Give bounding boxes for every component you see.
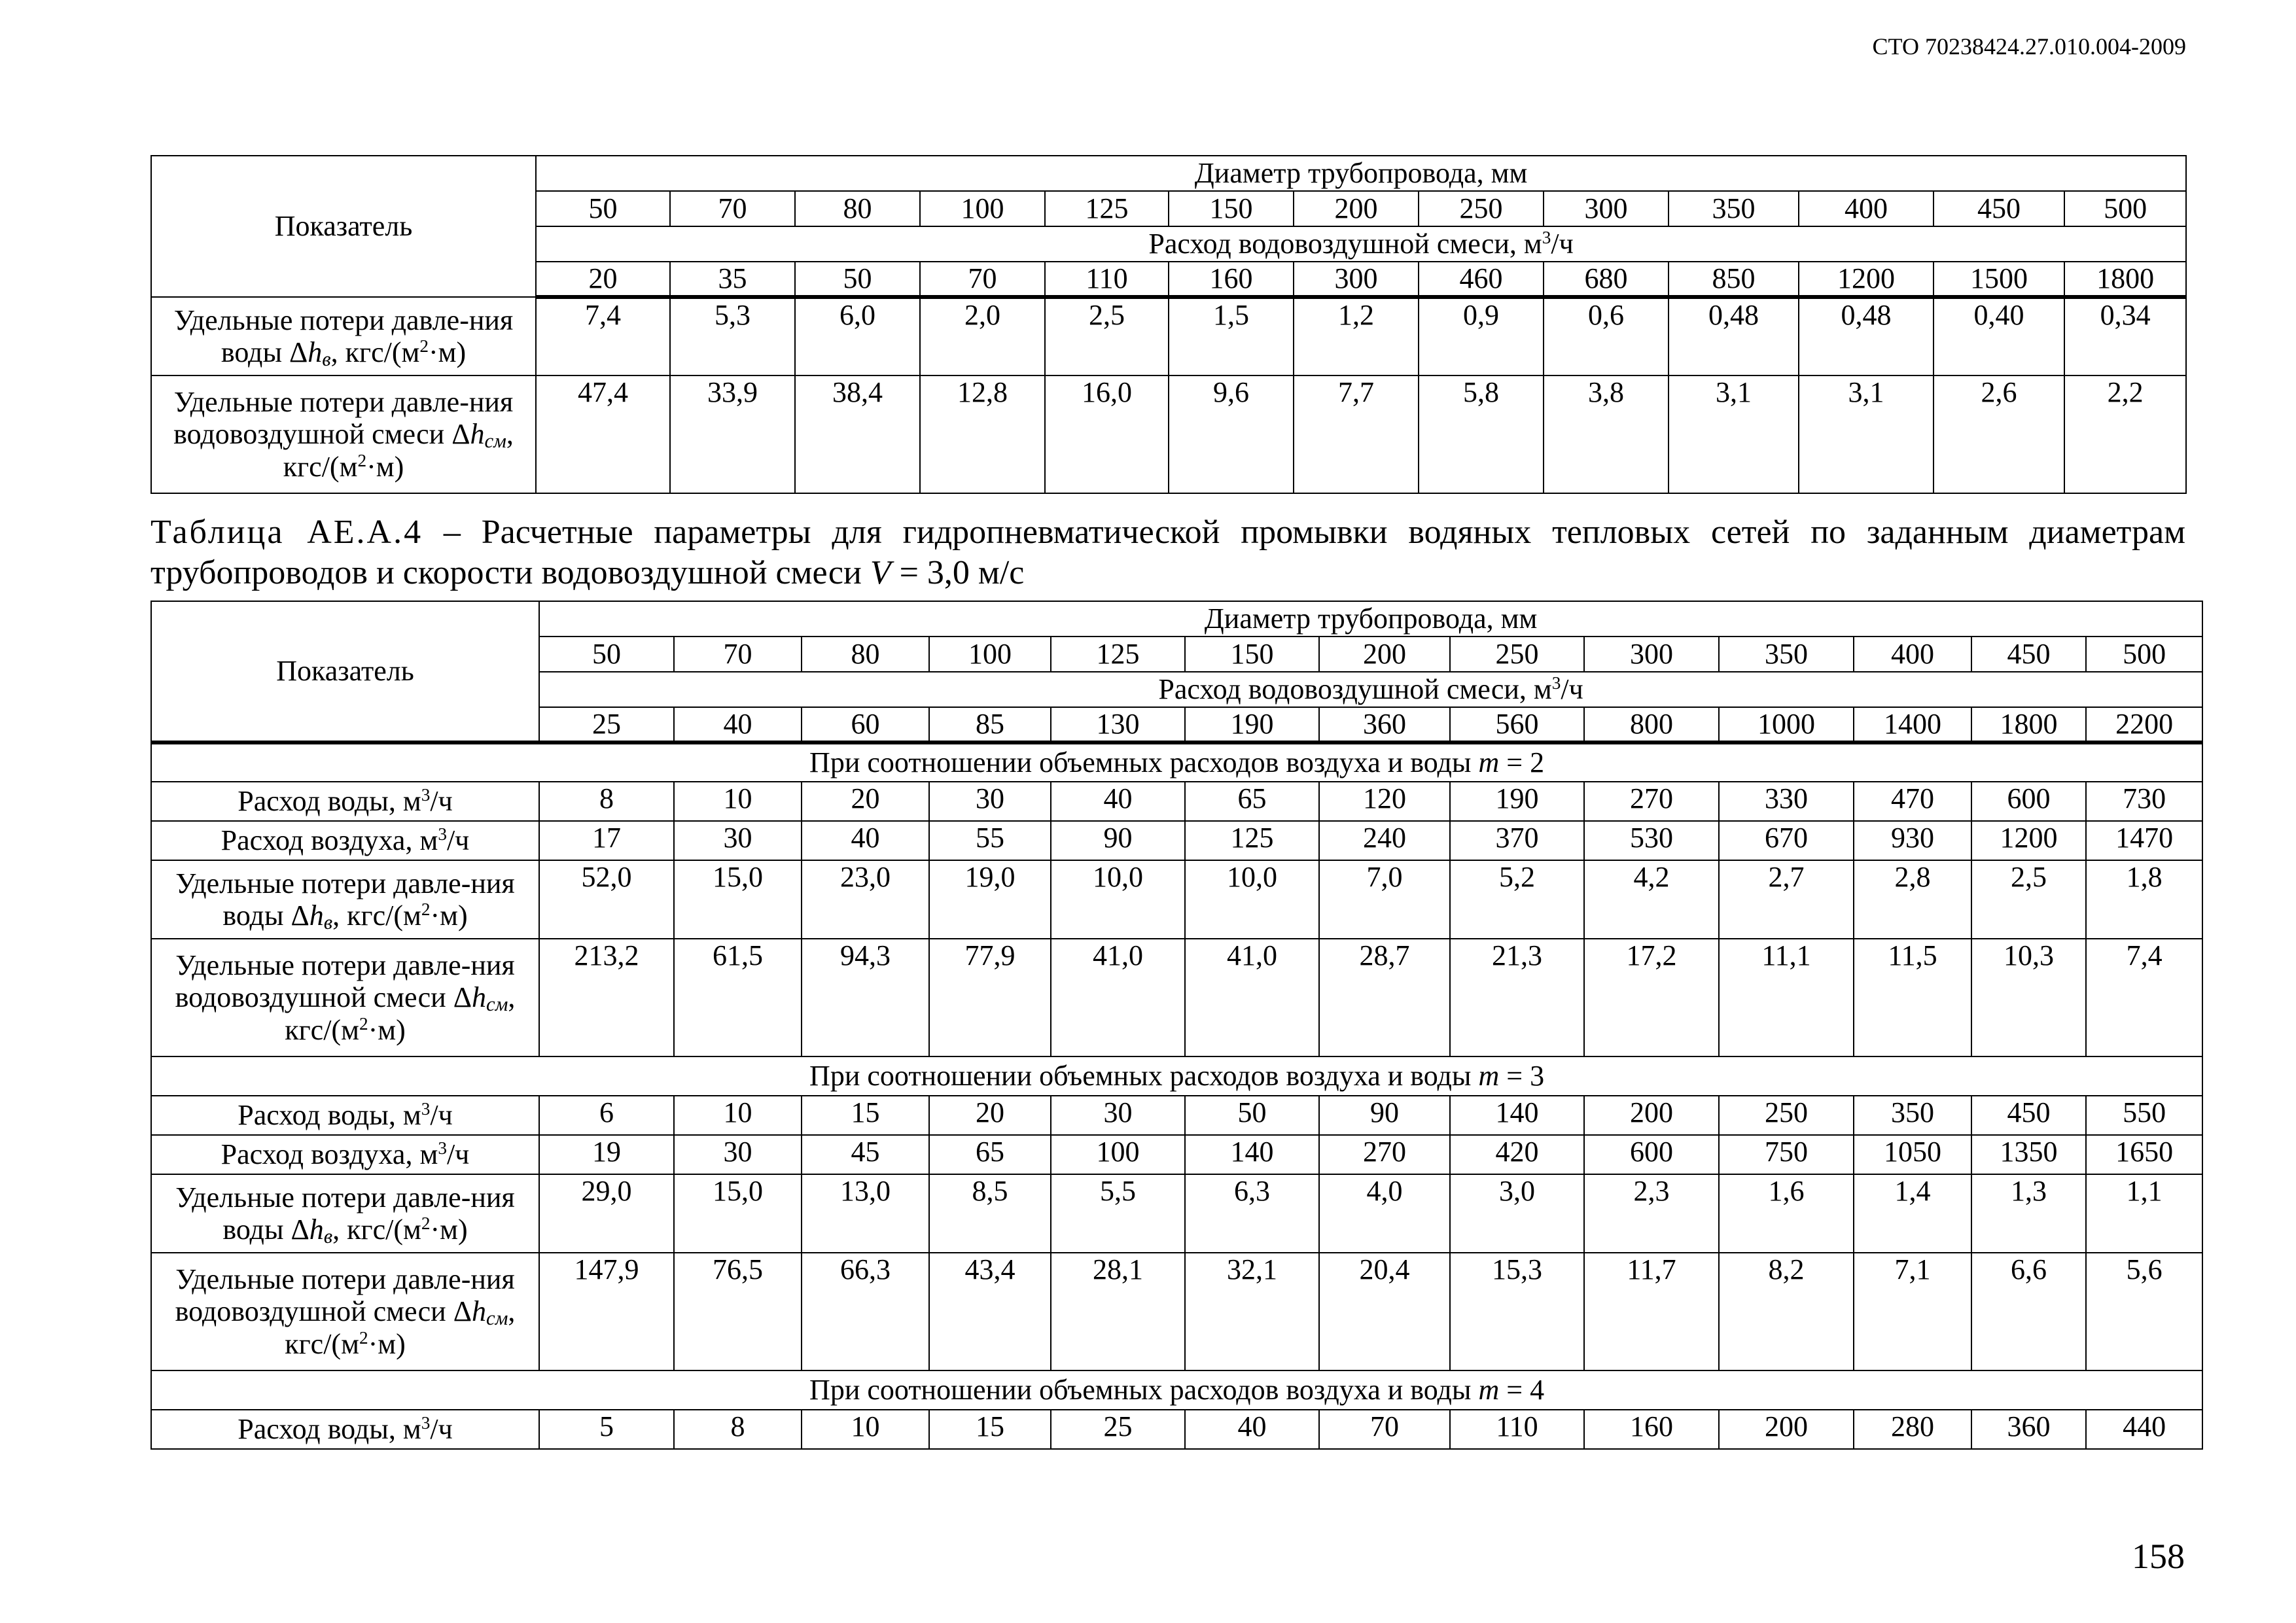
value-cell: 13,0 [802,1174,929,1253]
value-cell: 15 [929,1410,1051,1449]
value-cell: 1470 [2086,821,2202,860]
table-row [151,1096,2202,1135]
value-cell: 147,9 [539,1253,674,1370]
value-cell: 330 [1719,782,1854,821]
value-cell: 5,3 [670,297,795,375]
value-cell: 15,0 [674,860,802,939]
flow-value: 800 [1584,707,1719,742]
diameter-value: 300 [1544,191,1669,226]
flow-value: 70 [920,262,1045,297]
section-row [151,1056,2202,1096]
value-cell: 10 [674,1096,802,1135]
value-cell: 10 [802,1410,929,1449]
diameter-value: 200 [1294,191,1419,226]
value-cell: 470 [1854,782,1971,821]
value-cell: 200 [1584,1096,1719,1135]
value-cell: 530 [1584,821,1719,860]
value-cell: 110 [1450,1410,1584,1449]
flow-value: 460 [1419,262,1544,297]
value-cell: 7,4 [536,297,670,375]
value-cell: 77,9 [929,939,1051,1056]
value-cell: 90 [1051,821,1185,860]
row-label: Расход воды, $м^3/ч$ [151,782,539,821]
flow-value: 1000 [1719,707,1854,742]
table-row [151,1410,2202,1449]
flow-value: 50 [795,262,920,297]
diameter-value: 80 [795,191,920,226]
value-cell: 3,1 [1799,375,1934,493]
value-cell: 10,0 [1051,860,1185,939]
diameter-value: 300 [1584,637,1719,672]
value-cell: 32,1 [1185,1253,1319,1370]
value-cell: 4,0 [1319,1174,1450,1253]
header-row [151,601,2202,637]
value-cell: 41,0 [1185,939,1319,1056]
flow-header: Расход водовоздушной смеси, $м^3/ч$ [536,226,2186,262]
table-row [151,939,2202,1056]
value-cell: 8 [539,782,674,821]
value-cell: 6,0 [795,297,920,375]
value-cell: 2,7 [1719,860,1854,939]
flow-value: 1800 [1971,707,2086,742]
value-cell: 1650 [2086,1135,2202,1174]
value-cell: 30 [1051,1096,1185,1135]
value-cell: 70 [1319,1410,1450,1449]
value-cell: 8,2 [1719,1253,1854,1370]
header-row [151,156,2186,191]
value-cell: 8 [674,1410,802,1449]
value-cell: 19,0 [929,860,1051,939]
value-cell: 41,0 [1051,939,1185,1056]
flow-value: 1800 [2064,262,2186,297]
section-title: При соотношении объемных расходов воздуха и воды m = 4 [151,1370,2202,1410]
value-cell: 28,7 [1319,939,1450,1056]
section-row [151,742,2202,782]
row-label: Расход воды, $м^3/ч$ [151,1096,539,1135]
table-caption [150,512,2185,594]
value-cell: 240 [1319,821,1450,860]
value-cell: 5,6 [2086,1253,2202,1370]
flow-value: 1200 [1799,262,1934,297]
value-cell: 16,0 [1045,375,1169,493]
value-cell: 17,2 [1584,939,1719,1056]
value-cell: 1200 [1971,821,2086,860]
diameter-value: 70 [674,637,802,672]
flow-header: Расход водовоздушной смеси, $м^3/ч$ [539,672,2202,707]
value-cell: 250 [1719,1096,1854,1135]
value-cell: 90 [1319,1096,1450,1135]
row-label: Удельные потери давле-ния воды $\Delta h_в$, кгс/$(м^2\cdot м)$ [151,297,536,375]
value-cell: 350 [1854,1096,1971,1135]
section-title: При соотношении объемных расходов воздуха и воды m = 3 [151,1056,2202,1096]
value-cell: 40 [1185,1410,1319,1449]
table-row [151,1174,2202,1253]
value-cell: 190 [1450,782,1584,821]
value-cell: 2,8 [1854,860,1971,939]
value-cell: 20,4 [1319,1253,1450,1370]
value-cell: 2,5 [1045,297,1169,375]
value-cell: 1,1 [2086,1174,2202,1253]
value-cell: 7,0 [1319,860,1450,939]
flow-value: 850 [1669,262,1799,297]
diameter-value: 500 [2064,191,2186,226]
caption-text: – Расчетные параметры для гидропневматической промывки водяных тепловых сетей по заданным диаметрам трубопроводов и скорости водовоздушной смеси V = 3,0 м/с [150,514,2185,592]
flow-value: 60 [802,707,929,742]
value-cell: 730 [2086,782,2202,821]
flow-value: 25 [539,707,674,742]
table-row [151,1253,2202,1370]
value-cell: 11,1 [1719,939,1854,1056]
value-cell: 5,5 [1051,1174,1185,1253]
diameter-value: 125 [1045,191,1169,226]
value-cell: 3,8 [1544,375,1669,493]
value-cell: 5,2 [1450,860,1584,939]
value-cell: 280 [1854,1410,1971,1449]
value-cell: 1,2 [1294,297,1419,375]
table-row [151,1135,2202,1174]
value-cell: 450 [1971,1096,2086,1135]
value-cell: 100 [1051,1135,1185,1174]
value-cell: 1,3 [1971,1174,2086,1253]
value-cell: 52,0 [539,860,674,939]
diameter-value: 50 [539,637,674,672]
row-label: Удельные потери давле-ния водовоздушной смеси $\Delta h_{см}$, кгс/$(м^2\cdot м)$ [151,939,539,1056]
value-cell: 0,48 [1799,297,1934,375]
value-cell: 1,6 [1719,1174,1854,1253]
value-cell: 930 [1854,821,1971,860]
value-cell: 213,2 [539,939,674,1056]
hydraulic-table-continued [150,155,2187,494]
row-label: Удельные потери давле-ния воды $\Delta h_в$, кгс/$(м^2\cdot м)$ [151,860,539,939]
value-cell: 4,2 [1584,860,1719,939]
diameter-value: 125 [1051,637,1185,672]
diameter-value: 400 [1799,191,1934,226]
value-cell: 420 [1450,1135,1584,1174]
value-cell: 30 [674,1135,802,1174]
section-title: При соотношении объемных расходов воздуха и воды m = 2 [151,742,2202,782]
value-cell: 370 [1450,821,1584,860]
value-cell: 23,0 [802,860,929,939]
value-cell: 29,0 [539,1174,674,1253]
diameter-value: 350 [1719,637,1854,672]
flow-value: 560 [1450,707,1584,742]
flow-value: 20 [536,262,670,297]
value-cell: 38,4 [795,375,920,493]
value-cell: 9,6 [1169,375,1294,493]
value-cell: 40 [1051,782,1185,821]
value-cell: 30 [929,782,1051,821]
value-cell: 2,6 [1934,375,2064,493]
indicator-header: Показатель [151,601,539,742]
value-cell: 65 [1185,782,1319,821]
value-cell: 2,5 [1971,860,2086,939]
value-cell: 10 [674,782,802,821]
value-cell: 3,1 [1669,375,1799,493]
flow-value: 190 [1185,707,1319,742]
value-cell: 1,4 [1854,1174,1971,1253]
value-cell: 140 [1185,1135,1319,1174]
row-label: Расход воздуха, $м^3/ч$ [151,821,539,860]
value-cell: 30 [674,821,802,860]
flow-value: 110 [1045,262,1169,297]
value-cell: 50 [1185,1096,1319,1135]
section-row [151,1370,2202,1410]
value-cell: 19 [539,1135,674,1174]
value-cell: 5,8 [1419,375,1544,493]
diameter-value: 80 [802,637,929,672]
diameter-value: 50 [536,191,670,226]
flow-value: 1400 [1854,707,1971,742]
value-cell: 7,1 [1854,1253,1971,1370]
diameter-value: 100 [920,191,1045,226]
value-cell: 10,3 [1971,939,2086,1056]
flow-value: 160 [1169,262,1294,297]
value-cell: 47,4 [536,375,670,493]
document-code: СТО 70238424.27.010.004-2009 [1872,33,2186,60]
value-cell: 15,0 [674,1174,802,1253]
value-cell: 0,40 [1934,297,2064,375]
value-cell: 0,34 [2064,297,2186,375]
value-cell: 2,0 [920,297,1045,375]
value-cell: 3,0 [1450,1174,1584,1253]
diameter-value: 100 [929,637,1051,672]
value-cell: 21,3 [1450,939,1584,1056]
flow-value: 130 [1051,707,1185,742]
value-cell: 7,4 [2086,939,2202,1056]
value-cell: 0,6 [1544,297,1669,375]
value-cell: 0,9 [1419,297,1544,375]
diameter-value: 450 [1934,191,2064,226]
flow-value: 680 [1544,262,1669,297]
value-cell: 270 [1319,1135,1450,1174]
value-cell: 8,5 [929,1174,1051,1253]
value-cell: 550 [2086,1096,2202,1135]
row-label: Расход воды, $м^3/ч$ [151,1410,539,1449]
table-row [151,821,2202,860]
value-cell: 43,4 [929,1253,1051,1370]
indicator-header: Показатель [151,156,536,297]
diameter-value: 350 [1669,191,1799,226]
value-cell: 40 [802,821,929,860]
diameter-header: Диаметр трубопровода, мм [536,156,2186,191]
diameter-value: 150 [1169,191,1294,226]
page-number: 158 [2132,1537,2185,1576]
value-cell: 55 [929,821,1051,860]
diameter-value: 250 [1450,637,1584,672]
value-cell: 11,7 [1584,1253,1719,1370]
value-cell: 11,5 [1854,939,1971,1056]
value-cell: 1350 [1971,1135,2086,1174]
value-cell: 20 [802,782,929,821]
value-cell: 6,6 [1971,1253,2086,1370]
value-cell: 7,7 [1294,375,1419,493]
value-cell: 0,48 [1669,297,1799,375]
value-cell: 750 [1719,1135,1854,1174]
diameter-value: 250 [1419,191,1544,226]
value-cell: 140 [1450,1096,1584,1135]
value-cell: 600 [1584,1135,1719,1174]
table-row [151,375,2186,493]
flow-value: 40 [674,707,802,742]
value-cell: 5 [539,1410,674,1449]
value-cell: 6,3 [1185,1174,1319,1253]
table-row [151,297,2186,375]
value-cell: 600 [1971,782,2086,821]
flow-value: 360 [1319,707,1450,742]
value-cell: 12,8 [920,375,1045,493]
table-row [151,782,2202,821]
diameter-value: 500 [2086,637,2202,672]
diameter-value: 150 [1185,637,1319,672]
row-label: Удельные потери давле-ния воды $\Delta h_в$, кгс/$(м^2\cdot м)$ [151,1174,539,1253]
value-cell: 15 [802,1096,929,1135]
value-cell: 76,5 [674,1253,802,1370]
value-cell: 15,3 [1450,1253,1584,1370]
value-cell: 25 [1051,1410,1185,1449]
value-cell: 33,9 [670,375,795,493]
value-cell: 45 [802,1135,929,1174]
diameter-header: Диаметр трубопровода, мм [539,601,2202,637]
value-cell: 6 [539,1096,674,1135]
flow-value: 1500 [1934,262,2064,297]
table-row [151,860,2202,939]
value-cell: 1050 [1854,1135,1971,1174]
diameter-value: 70 [670,191,795,226]
value-cell: 94,3 [802,939,929,1056]
row-label: Удельные потери давле-ния водовоздушной смеси $\Delta h_{см}$, кгс/$(м^2\cdot м)$ [151,1253,539,1370]
row-label: Расход воздуха, $м^3/ч$ [151,1135,539,1174]
value-cell: 65 [929,1135,1051,1174]
value-cell: 440 [2086,1410,2202,1449]
flow-value: 2200 [2086,707,2202,742]
value-cell: 670 [1719,821,1854,860]
value-cell: 2,2 [2064,375,2186,493]
value-cell: 61,5 [674,939,802,1056]
flow-value: 300 [1294,262,1419,297]
value-cell: 28,1 [1051,1253,1185,1370]
value-cell: 2,3 [1584,1174,1719,1253]
value-cell: 17 [539,821,674,860]
value-cell: 1,8 [2086,860,2202,939]
value-cell: 200 [1719,1410,1854,1449]
value-cell: 360 [1971,1410,2086,1449]
value-cell: 120 [1319,782,1450,821]
row-label: Удельные потери давле-ния водовоздушной смеси $\Delta h_{см}$, кгс/$(м^2\cdot м)$ [151,375,536,493]
value-cell: 125 [1185,821,1319,860]
caption-label: Таблица АЕ.А.4 [150,514,423,551]
value-cell: 160 [1584,1410,1719,1449]
value-cell: 270 [1584,782,1719,821]
value-cell: 1,5 [1169,297,1294,375]
diameter-value: 200 [1319,637,1450,672]
diameter-value: 400 [1854,637,1971,672]
diameter-value: 450 [1971,637,2086,672]
flushing-parameters-table [150,601,2203,1450]
value-cell: 10,0 [1185,860,1319,939]
flow-value: 35 [670,262,795,297]
value-cell: 20 [929,1096,1051,1135]
flow-value: 85 [929,707,1051,742]
value-cell: 66,3 [802,1253,929,1370]
